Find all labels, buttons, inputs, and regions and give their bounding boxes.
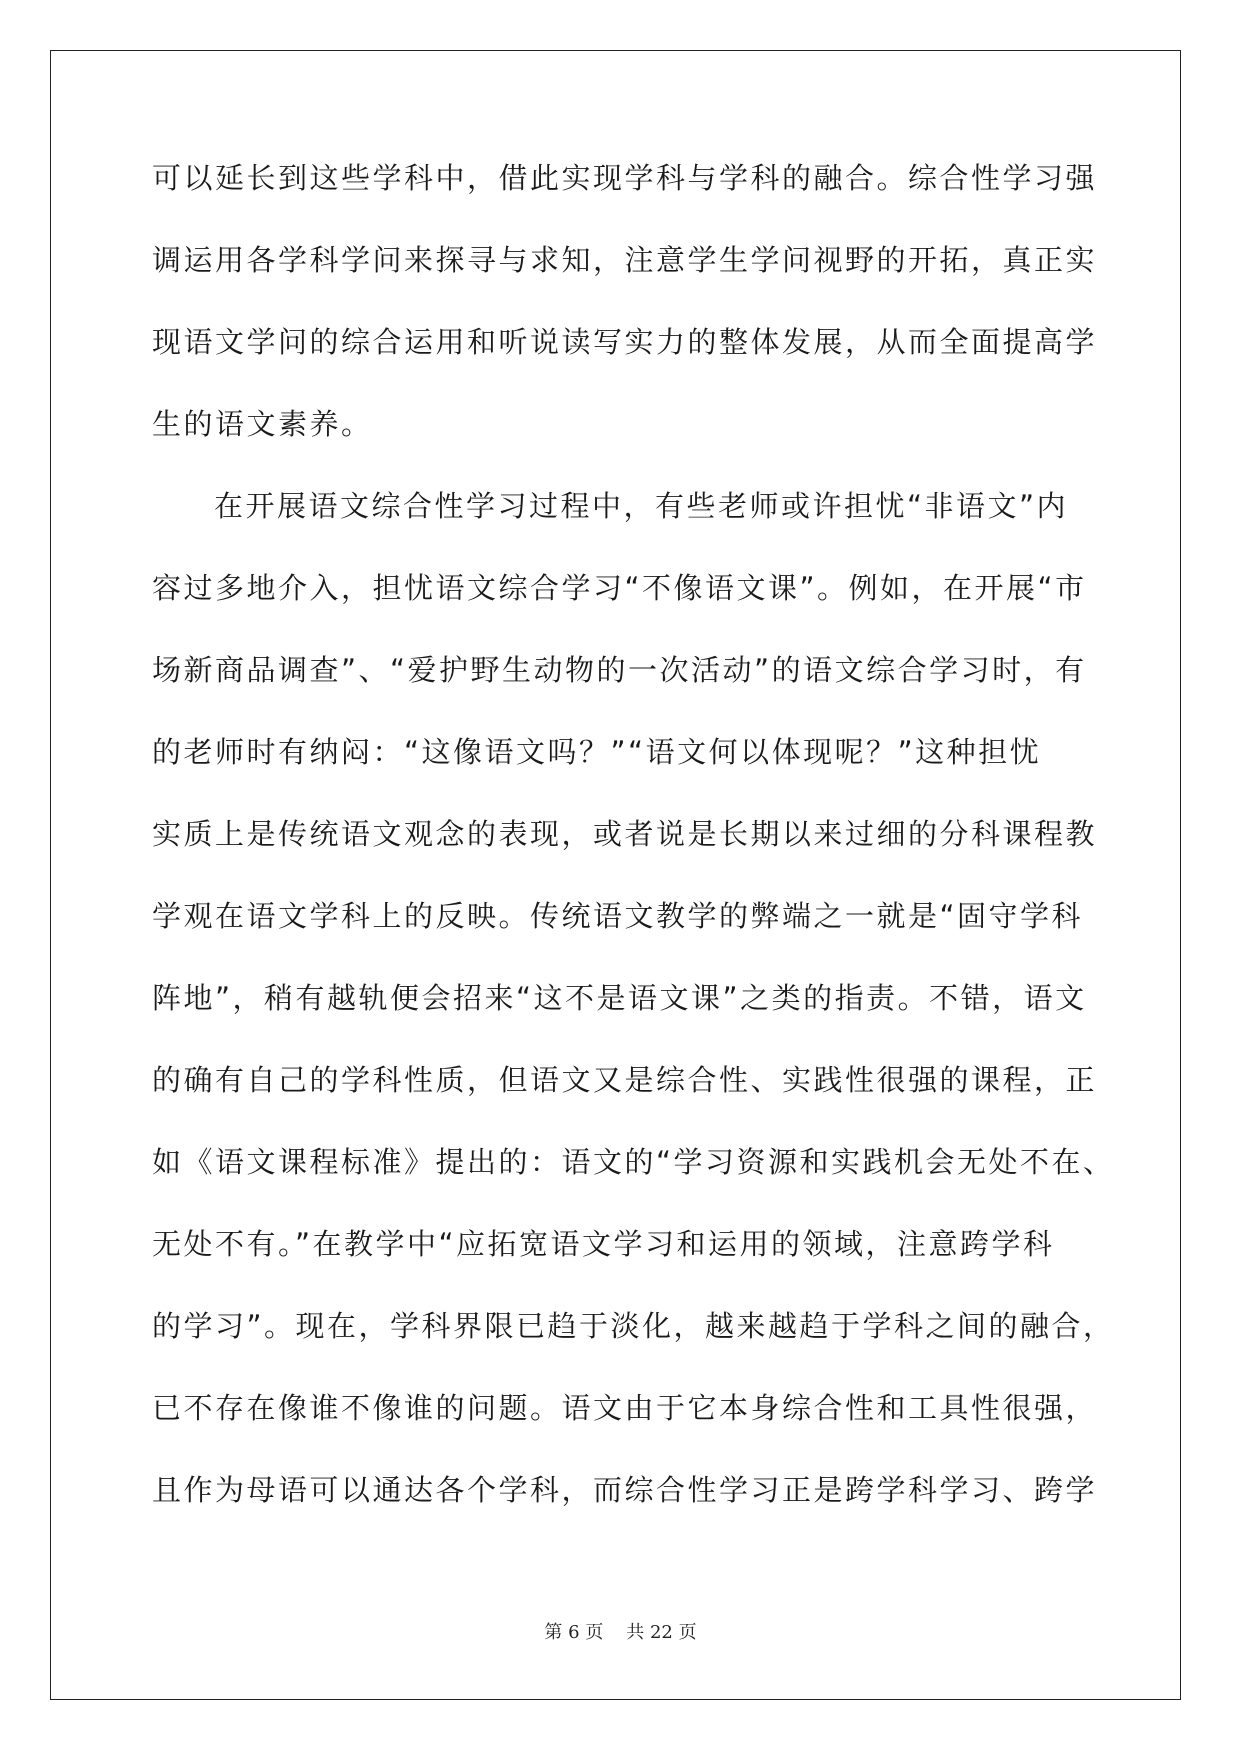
page-total: 共 22 页 [626, 1622, 697, 1643]
text-line: 生的语文素养。 [152, 407, 373, 441]
text-line: 学观在语文学科上的反映。传统语文教学的弊端之一就是“固守学科 [152, 899, 1084, 933]
text-line: 且作为母语可以通达各个学科，而综合性学习正是跨学科学习、跨学 [152, 1473, 1098, 1507]
text-line: 的老师时有纳闷：“这像语文吗？”“语文何以体现呢？”这种担忧 [152, 735, 1042, 769]
text-line: 已不存在像谁不像谁的问题。语文由于它本身综合性和工具性很强， [152, 1391, 1098, 1425]
text-line: 容过多地介入，担忧语文综合学习“不像语文课”。例如，在开展“市 [152, 571, 1087, 605]
page-footer [0, 1618, 1241, 1644]
page-number: 第 6 页 [544, 1622, 604, 1643]
paragraph-first-line: 在开展语文综合性学习过程中，有些老师或许担忧“非语文”内 [214, 489, 1069, 523]
text-line: 可以延长到这些学科中，借此实现学科与学科的融合。综合性学习强 [152, 161, 1098, 195]
text-line: 调运用各学科学问来探寻与求知，注意学生学问视野的开拓，真正实 [152, 243, 1098, 277]
text-line: 的确有自己的学科性质，但语文又是综合性、实践性很强的课程，正 [152, 1063, 1098, 1097]
text-line: 无处不有。”在教学中“应拓宽语文学习和运用的领域，注意跨学科 [152, 1227, 1055, 1261]
text-line: 现语文学问的综合运用和听说读写实力的整体发展，从而全面提高学 [152, 325, 1098, 359]
text-line: 阵地”，稍有越轨便会招来“这不是语文课”之类的指责。不错，语文 [152, 981, 1087, 1015]
text-line: 场新商品调查”、“爱护野生动物的一次活动”的语文综合学习时，有 [152, 653, 1087, 687]
text-line: 的学习”。现在，学科界限已趋于淡化，越来越趋于学科之间的融合， [152, 1309, 1115, 1343]
text-line: 如《语文课程标准》提出的：语文的“学习资源和实践机会无处不在、 [152, 1145, 1115, 1179]
document-body [152, 158, 1115, 1552]
text-line: 实质上是传统语文观念的表现，或者说是长期以来过细的分科课程教 [152, 817, 1098, 851]
